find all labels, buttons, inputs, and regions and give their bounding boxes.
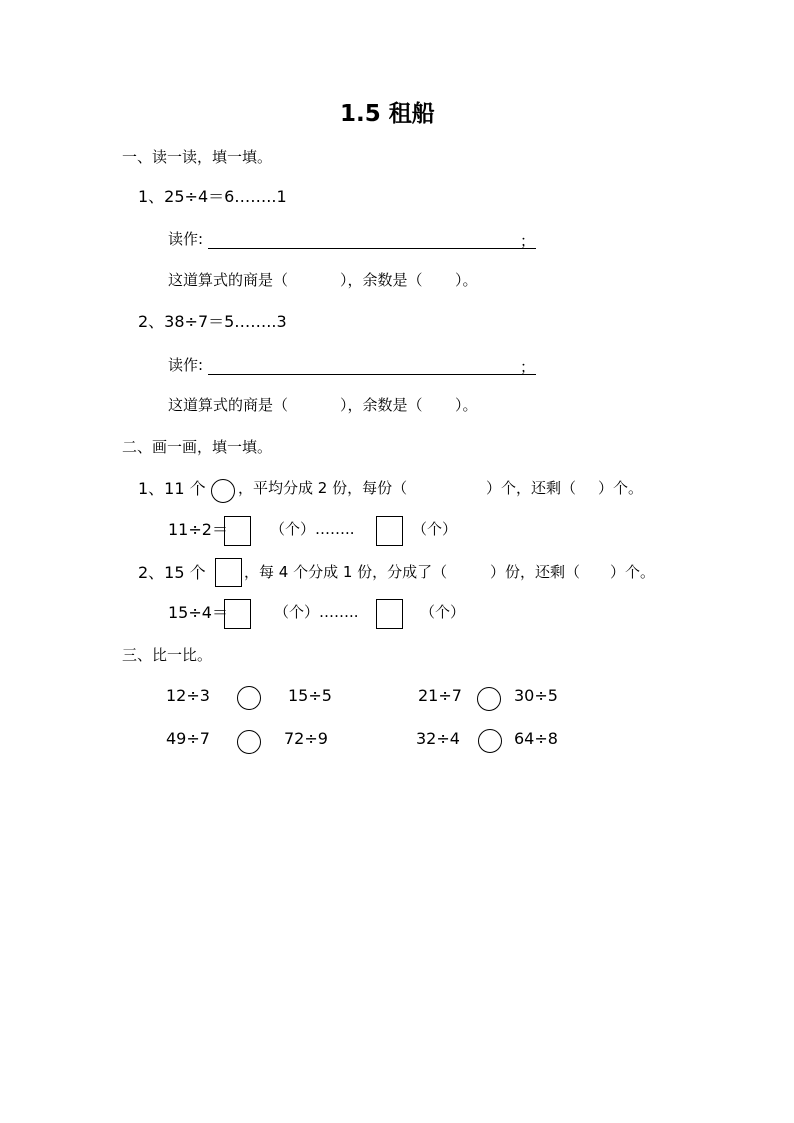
- compare-circle[interactable]: [477, 687, 501, 711]
- s2-q1-remainder-box[interactable]: [376, 516, 403, 546]
- s2-q2-prefix: 2、15 个: [138, 563, 206, 582]
- s1-q1-sentence-a: 这道算式的商是（: [168, 271, 289, 289]
- compare-row-1-d: 30÷5: [514, 686, 558, 705]
- s2-q1-text-b: ）个，还剩（: [486, 479, 577, 497]
- s2-q1-text-a: ，平均分成 2 份，每份（: [238, 479, 408, 497]
- s1-q2-read-answer-line[interactable]: [208, 374, 536, 375]
- s2-q1-unit-1: （个）……..: [270, 520, 355, 538]
- s2-q2-unit-2: （个）: [420, 603, 466, 621]
- s2-q2-text-b: ）份，还剩（: [490, 563, 581, 581]
- s1-q2-read-end: ；: [520, 358, 536, 376]
- compare-row-1-a: 12÷3: [166, 686, 210, 705]
- compare-circle[interactable]: [478, 729, 502, 753]
- compare-row-1-b: 15÷5: [288, 686, 332, 705]
- s1-q2-expression: 2、38÷7＝5……..3: [138, 312, 287, 331]
- compare-circle[interactable]: [237, 730, 261, 754]
- s1-q2-sentence-a: 这道算式的商是（: [168, 396, 289, 414]
- s2-q2-quotient-box[interactable]: [224, 599, 251, 629]
- s2-q2-equation: 15÷4＝: [168, 603, 228, 622]
- s1-q2-sentence-c: ）。: [455, 396, 478, 414]
- s2-q1-unit-2: （个）: [412, 520, 458, 538]
- compare-row-2-c: 32÷4: [416, 729, 460, 748]
- compare-row-1-c: 21÷7: [418, 686, 462, 705]
- circle-shape-icon: [211, 479, 235, 503]
- section-1-heading: 一、读一读，填一填。: [122, 148, 273, 166]
- s2-q2-remainder-box[interactable]: [376, 599, 403, 629]
- s2-q1-prefix: 1、11 个: [138, 479, 206, 498]
- section-2-heading: 二、画一画，填一填。: [122, 438, 273, 456]
- s2-q2-unit-1: （个）……..: [274, 603, 359, 621]
- compare-row-2-d: 64÷8: [514, 729, 558, 748]
- s2-q1-quotient-box[interactable]: [224, 516, 251, 546]
- s2-q2-text-c: ）个。: [610, 563, 656, 581]
- s1-q2-read-label: 读作:: [168, 356, 204, 374]
- s2-q1-text-c: ）个。: [598, 479, 644, 497]
- compare-row-2-a: 49÷7: [166, 729, 210, 748]
- square-shape-icon: [215, 558, 242, 587]
- page-title: 1.5 租船: [340, 101, 435, 127]
- s2-q2-text-a: ，每 4 个分成 1 份，分成了（: [244, 563, 448, 581]
- s1-q1-read-answer-line[interactable]: [208, 248, 536, 249]
- s2-q1-equation: 11÷2＝: [168, 520, 228, 539]
- section-3-heading: 三、比一比。: [122, 646, 213, 664]
- s1-q1-read-end: ；: [520, 232, 536, 250]
- s1-q1-read-label: 读作:: [168, 230, 204, 248]
- s1-q2-sentence-b: ），余数是（: [340, 396, 423, 414]
- s1-q1-sentence-b: ），余数是（: [340, 271, 423, 289]
- s1-q1-expression: 1、25÷4＝6……..1: [138, 187, 287, 206]
- s1-q1-sentence-c: ）。: [455, 271, 478, 289]
- compare-row-2-b: 72÷9: [284, 729, 328, 748]
- compare-circle[interactable]: [237, 686, 261, 710]
